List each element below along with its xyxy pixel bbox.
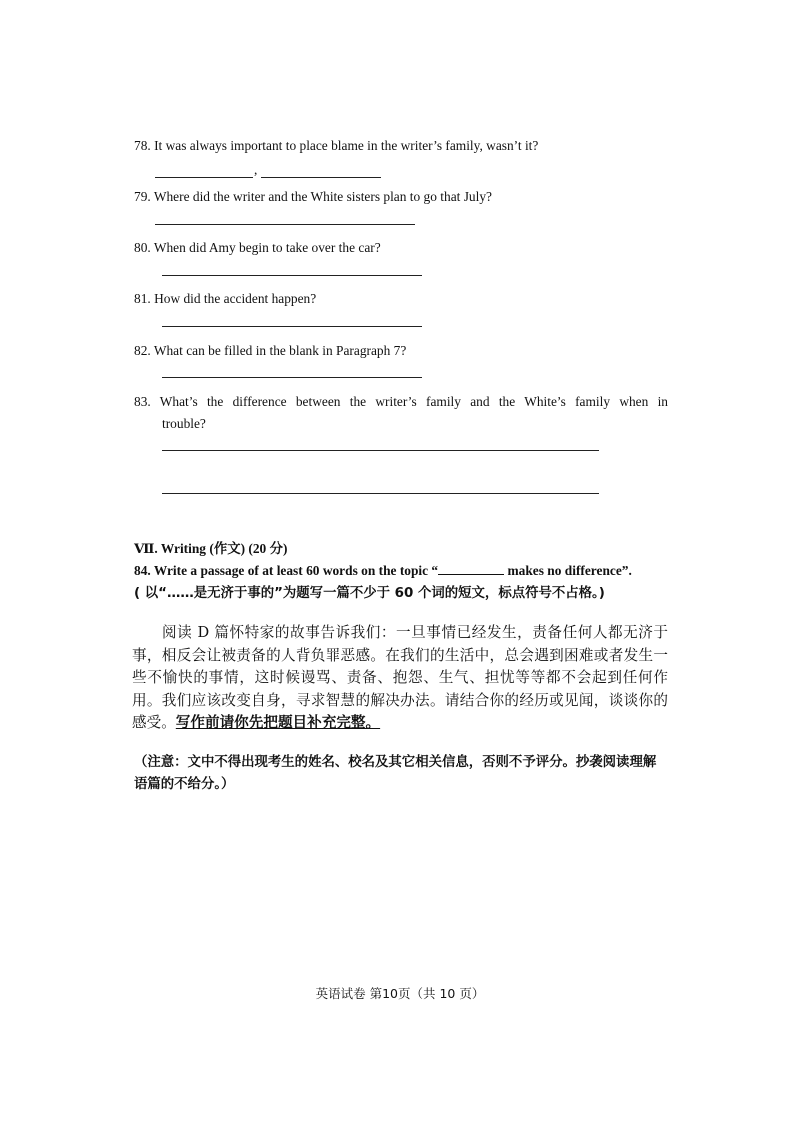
- writing-prompt-text: 阅读 D 篇怀特家的故事告诉我们：一旦事情已经发生，责备任何人都无济于事，相反会让被责备的人背负罪恶感。在我们的生活中，总会遇到困难或者发生一些不愉快的事情，这时候谩骂、责备、抱怨、生气、担忧等等都不会起到任何作用。我们应该改变自身，寻求智慧的解决办法。请结合你的经历或见闻，谈谈你的感受。: [132, 624, 668, 731]
- answer-line-83a[interactable]: [162, 450, 599, 451]
- question-83: [134, 391, 668, 435]
- writing-task: [134, 562, 668, 579]
- answer-line-83b[interactable]: [162, 493, 599, 494]
- topic-blank[interactable]: [438, 562, 504, 575]
- answer-comma-78: ,: [254, 162, 258, 177]
- question-82: 82. What can be filled in the blank in Paragraph 7?: [134, 343, 407, 358]
- question-81: 81. How did the accident happen?: [134, 291, 317, 306]
- answer-line-78b[interactable]: [261, 177, 381, 178]
- answer-line-79[interactable]: [155, 224, 415, 225]
- answer-line-78a[interactable]: [155, 177, 253, 178]
- question-83-line1: 83. What’s the difference between the writer’s family and the White’s family when in: [134, 394, 668, 409]
- writing-notice: （注意：文中不得出现考生的姓名、校名及其它相关信息，否则不予评分。抄袭阅读理解语篇的不给分。）: [134, 755, 657, 792]
- writing-task-prefix: 84. Write a passage of at least 60 words on the topic “: [134, 563, 439, 578]
- question-80: 80. When did Amy begin to take over the car?: [134, 240, 381, 255]
- writing-task-note: ( 以“……是无济于事的”为题写一篇不少于 60 个词的短文，标点符号不占格。): [134, 586, 605, 601]
- writing-task-suffix: makes no difference”.: [504, 563, 632, 578]
- answer-line-80[interactable]: [162, 275, 422, 276]
- answer-line-82[interactable]: [162, 377, 422, 378]
- writing-prompt: [132, 622, 668, 735]
- question-79: 79. Where did the writer and the White sisters plan to go that July?: [134, 189, 492, 204]
- page-footer: 英语试卷 第10页（共 10 页）: [315, 986, 485, 1001]
- section-title-writing: Ⅶ. Writing (作文) (20 分): [134, 541, 288, 556]
- writing-prompt-emphasis: 写作前请你先把题目补充完整。: [175, 714, 381, 731]
- question-83-line2: trouble?: [162, 416, 206, 431]
- answer-line-81[interactable]: [162, 326, 422, 327]
- question-78: 78. It was always important to place blame in the writer’s family, wasn’t it?: [134, 138, 539, 153]
